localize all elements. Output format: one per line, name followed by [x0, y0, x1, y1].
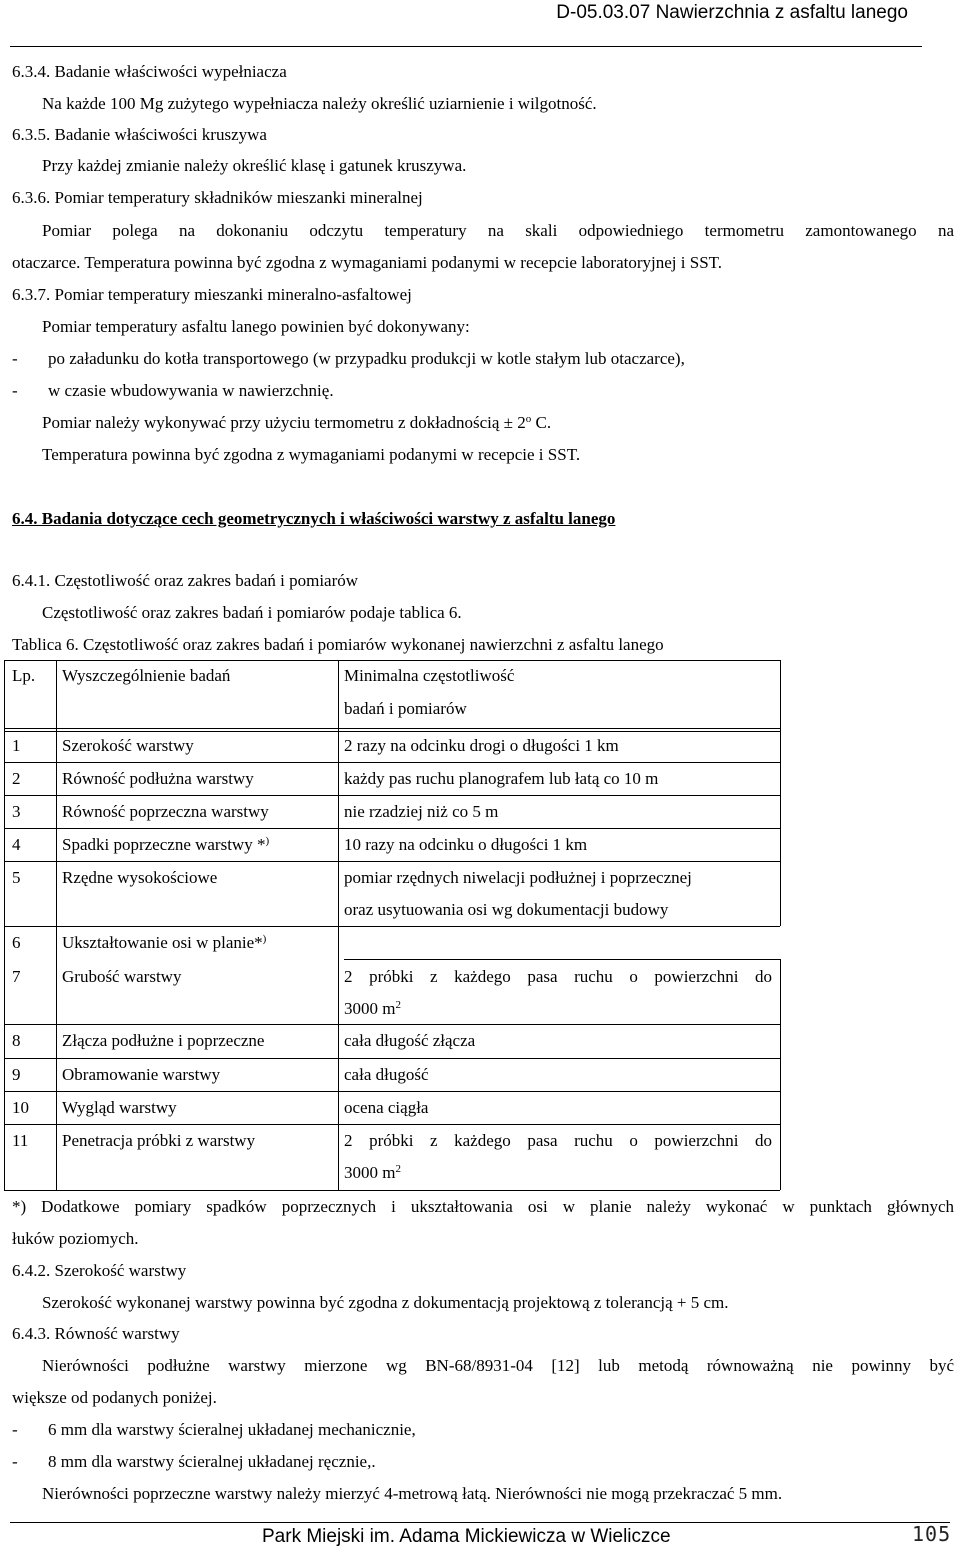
row-frequency-line2 [344, 999, 401, 1019]
area-value: 3000 m [344, 999, 396, 1018]
section-6-4-3-item2: 8 mm dla warstwy ścieralnej układanej ręcznie,. [48, 1452, 376, 1471]
footnote-marker: ) [265, 835, 270, 847]
area-value: 3000 m [344, 1163, 396, 1182]
row-lp: 10 [12, 1098, 29, 1117]
table-line [780, 959, 781, 1190]
square-sup: 2 [395, 1163, 401, 1175]
row-name: Grubość warstwy [62, 967, 182, 986]
table-line [4, 1190, 780, 1191]
section-6-4-3-body-line2: większe od podanych poniżej. [12, 1388, 217, 1407]
table-line [4, 1058, 780, 1059]
row-name: Wygląd warstwy [62, 1098, 177, 1117]
section-6-3-7-item1: po załadunku do kotła transportowego (w przypadku produkcji w kotle stałym lub otaczarce), [48, 349, 685, 368]
footer-text: Park Miejski im. Adama Mickiewicza w Wieliczce [262, 1526, 671, 1547]
row-frequency: każdy pas ruchu planografem lub łatą co 10 m [344, 769, 659, 788]
row-frequency: nie rzadziej niż co 5 m [344, 802, 499, 821]
row-lp: 4 [12, 835, 21, 854]
table-line [4, 861, 780, 862]
table-line [4, 660, 5, 1190]
header-lp: Lp. [12, 666, 36, 685]
list-dash: - [12, 349, 18, 368]
table-line [4, 1124, 780, 1125]
row-name-text: Spadki poprzeczne warstwy * [62, 835, 266, 854]
row-name: Szerokość warstwy [62, 736, 194, 755]
header-frequency: Minimalna częstotliwość [344, 666, 515, 685]
section-6-3-6-heading: 6.3.6. Pomiar temperatury składników mieszanki mineralnej [12, 188, 423, 207]
header-frequency-line2: badań i pomiarów [344, 699, 467, 718]
table-line [780, 660, 781, 926]
section-6-3-7-temperature: Temperatura powinna być zgodna z wymaganiami podanymi w recepcie i SST. [42, 445, 581, 464]
section-6-4-3-item1: 6 mm dla warstwy ścieralnej układanej mechanicznie, [48, 1420, 416, 1439]
section-6-4-2-heading: 6.4.2. Szerokość warstwy [12, 1261, 187, 1280]
section-6-4-heading: 6.4. Badania dotyczące cech geometrycznych i właściwości warstwy z asfaltu lanego [12, 509, 616, 528]
table-line [4, 728, 780, 729]
row-name: Penetracja próbki z warstwy [62, 1131, 256, 1150]
section-6-3-7-body: Pomiar temperatury asfaltu lanego powinien być dokonywany: [42, 317, 470, 336]
table-line [4, 1091, 780, 1092]
row-frequency: ocena ciągła [344, 1098, 429, 1117]
row-lp: 1 [12, 736, 21, 755]
row-lp: 7 [12, 967, 21, 986]
row-lp: 11 [12, 1131, 29, 1150]
table-line [338, 660, 339, 1190]
row-lp: 6 [12, 933, 21, 952]
row-lp: 8 [12, 1031, 21, 1050]
page-header-title: D-05.03.07 Nawierzchnia z asfaltu lanego [556, 2, 908, 23]
list-dash: - [12, 381, 18, 400]
row-lp: 5 [12, 868, 21, 887]
footnote-marker: ) [262, 933, 267, 945]
section-6-3-4-heading: 6.3.4. Badanie właściwości wypełniacza [12, 62, 287, 81]
row-name: Rzędne wysokościowe [62, 868, 218, 887]
measurement-unit: C. [531, 413, 552, 432]
list-dash: - [12, 1420, 18, 1439]
section-6-4-1-heading: 6.4.1. Częstotliwość oraz zakres badań i pomiarów [12, 571, 359, 590]
section-6-3-6-body-line2: otaczarce. Temperatura powinna być zgodna z wymaganiami podanymi w recepcie laboratoryjnej i SST. [12, 253, 723, 272]
table-footnote-line2: łuków poziomych. [12, 1229, 139, 1248]
page-number: 105 [912, 1522, 952, 1546]
section-6-3-5-heading: 6.3.5. Badanie właściwości kruszywa [12, 125, 267, 144]
section-6-4-2-body: Szerokość wykonanej warstwy powinna być zgodna z dokumentacją projektową z tolerancją + 5 cm. [42, 1293, 729, 1312]
section-6-4-3-body-line3: Nierówności poprzeczne warstwy należy mierzyć 4-metrową łatą. Nierówności nie mogą przekraczać 5 mm. [42, 1484, 783, 1503]
row-name [62, 835, 269, 855]
header-name: Wyszczególnienie badań [62, 666, 231, 685]
row-name: Równość poprzeczna warstwy [62, 802, 269, 821]
row-name: Równość podłużna warstwy [62, 769, 254, 788]
row-frequency: pomiar rzędnych niwelacji podłużnej i poprzecznej [344, 868, 692, 887]
row-frequency-line2: oraz usytuowania osi wg dokumentacji budowy [344, 900, 669, 919]
table-footnote-line1: *) Dodatkowe pomiary spadków poprzecznych i ukształtowania osi w planie należy wykonać w punktach głównych [12, 1197, 954, 1216]
measurement-text: Pomiar należy wykonywać przy użyciu termometru z dokładnością ± 2 [42, 413, 526, 432]
row-frequency: 2 próbki z każdego pasa ruchu o powierzchni do [344, 967, 772, 986]
row-frequency: 2 razy na odcinku drogi o długości 1 km [344, 736, 619, 755]
section-6-4-1-body: Częstotliwość oraz zakres badań i pomiarów podaje tablica 6. [42, 603, 462, 622]
section-6-3-7-heading: 6.3.7. Pomiar temperatury mieszanki mineralno-asfaltowej [12, 285, 412, 304]
list-dash: - [12, 1452, 18, 1471]
table-line [56, 660, 57, 1190]
row-lp: 2 [12, 769, 21, 788]
header-rule [10, 46, 922, 47]
row-frequency: cała długość złącza [344, 1031, 476, 1050]
row-lp: 3 [12, 802, 21, 821]
section-6-3-7-item2: w czasie wbudowywania w nawierzchnię. [48, 381, 334, 400]
row-name: Złącza podłużne i poprzeczne [62, 1031, 265, 1050]
section-6-3-6-body-line1: Pomiar polega na dokonaniu odczytu temperatury na skali odpowiedniego termometru zamontowanego na [42, 221, 954, 240]
table-line [4, 731, 780, 732]
table-line [4, 1024, 780, 1025]
row-name [62, 933, 266, 953]
footer-rule [10, 1522, 950, 1523]
table-line [4, 795, 780, 796]
row-frequency: cała długość [344, 1065, 429, 1084]
table-line [4, 762, 780, 763]
row-name: Obramowanie warstwy [62, 1065, 221, 1084]
row-frequency: 2 próbki z każdego pasa ruchu o powierzchni do [344, 1131, 772, 1150]
table-line [4, 660, 780, 661]
row-name-text: Ukształtowanie osi w planie* [62, 933, 263, 952]
square-sup: 2 [395, 999, 401, 1011]
section-6-4-3-heading: 6.4.3. Równość warstwy [12, 1324, 180, 1343]
row-frequency: 10 razy na odcinku o długości 1 km [344, 835, 588, 854]
section-6-3-4-body: Na każde 100 Mg zużytego wypełniacza należy określić uziarnienie i wilgotność. [42, 94, 597, 113]
table-caption: Tablica 6. Częstotliwość oraz zakres badań i pomiarów wykonanej nawierzchni z asfaltu lanego [12, 635, 664, 654]
table-line [4, 828, 780, 829]
row-frequency-line2 [344, 1163, 401, 1183]
table-line [4, 926, 780, 927]
section-6-4-3-body-line1: Nierówności podłużne warstwy mierzone wg BN-68/8931-04 [12] lub metodą równoważną nie powinny być [42, 1356, 954, 1375]
section-6-3-5-body: Przy każdej zmianie należy określić klasę i gatunek kruszywa. [42, 156, 467, 175]
section-6-3-7-measurement [42, 413, 551, 433]
table-line [344, 959, 780, 960]
row-lp: 9 [12, 1065, 21, 1084]
degree-sup: o [525, 413, 532, 425]
